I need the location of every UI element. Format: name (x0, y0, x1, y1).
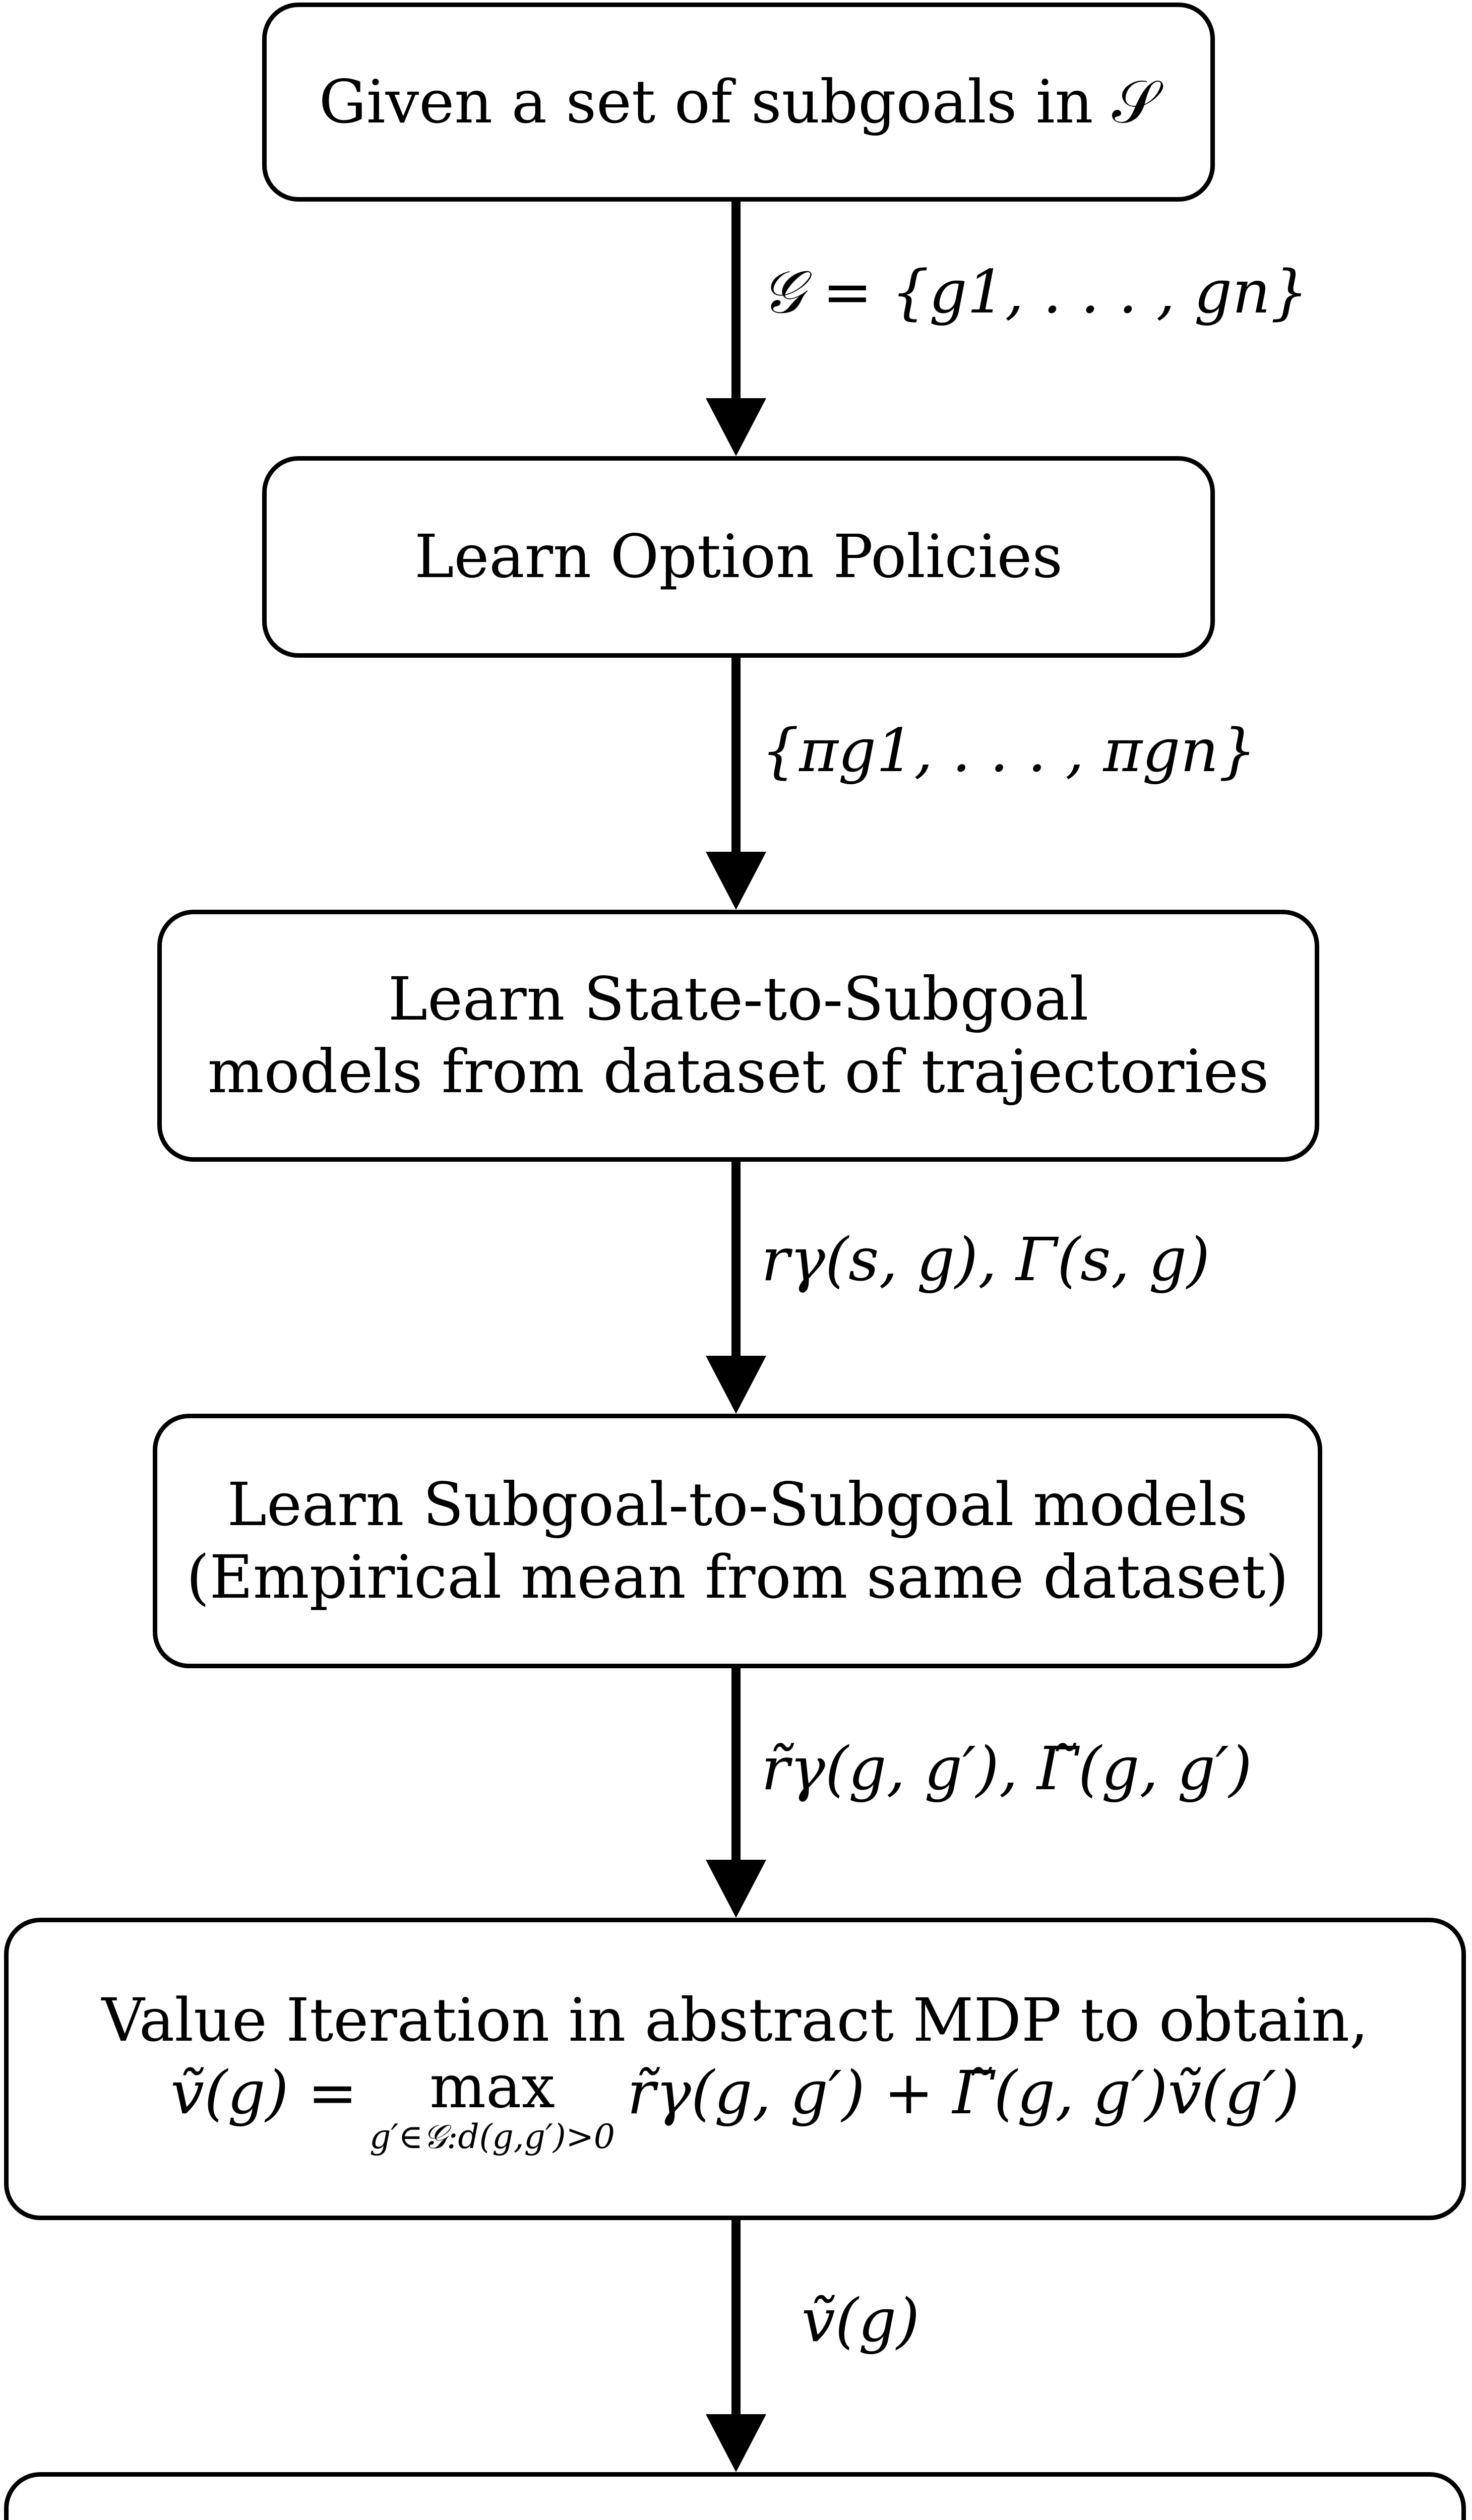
value-iteration-formula-lhs: ṽ(g) = (170, 2057, 358, 2127)
box-subgoal-to-subgoal-line-1: Learn Subgoal-to-Subgoal models (227, 1469, 1248, 1539)
box-value-iteration (4, 1918, 1466, 2220)
value-iteration-max-subscript: g′∈𝒢:d(g,g′)>0 (370, 2117, 615, 2156)
edge-label-state-subgoal-models: rγ(s, g), Γ(s, g) (761, 1225, 1210, 1294)
box-state-to-subgoal-models (157, 910, 1319, 1162)
box-given-line-1: Given a set of subgoals in 𝒮 (319, 67, 1158, 137)
edge-label-subgoal-subgoal-models: r̃γ(g, g′), Γ̃(g, g′) (761, 1734, 1252, 1803)
box-learn-option-policies (262, 456, 1215, 658)
box-state-to-subgoal-line-1: Learn State-to-Subgoal (388, 964, 1089, 1034)
box-value-iteration-line-1: Value Iteration in abstract MDP to obtain, (101, 1985, 1369, 2055)
arrow-1 (706, 199, 766, 456)
arrow-4 (706, 1666, 766, 1918)
arrow-5 (706, 2218, 766, 2472)
box-learn-options-line-1: Learn Option Policies (414, 522, 1063, 592)
value-iteration-max-word: max (430, 2051, 555, 2121)
arrow-2 (706, 655, 766, 910)
edge-label-option-policies: {πg1, . . . , πgn} (761, 716, 1257, 785)
box-given-subgoals (262, 3, 1215, 202)
value-iteration-max-operator (370, 2051, 615, 2156)
edge-label-subgoal-set: 𝒢 = {g1, . . . , gn} (761, 257, 1309, 327)
value-iteration-formula (170, 2051, 1300, 2156)
value-iteration-formula-rhs: r̃γ(g, g′) + Γ̃(g, g′)ṽ(g′) (627, 2057, 1300, 2127)
arrow-3 (706, 1159, 766, 1414)
box-project-abstract-value (4, 2472, 1466, 2520)
box-state-to-subgoal-line-2: models from dataset of trajectories (207, 1037, 1269, 1106)
box-subgoal-to-subgoal-line-2: (Empirical mean from same dataset) (186, 1542, 1289, 1612)
edge-label-abstract-value: ṽ(g) (802, 2286, 920, 2355)
box-subgoal-to-subgoal-models (153, 1414, 1322, 1668)
